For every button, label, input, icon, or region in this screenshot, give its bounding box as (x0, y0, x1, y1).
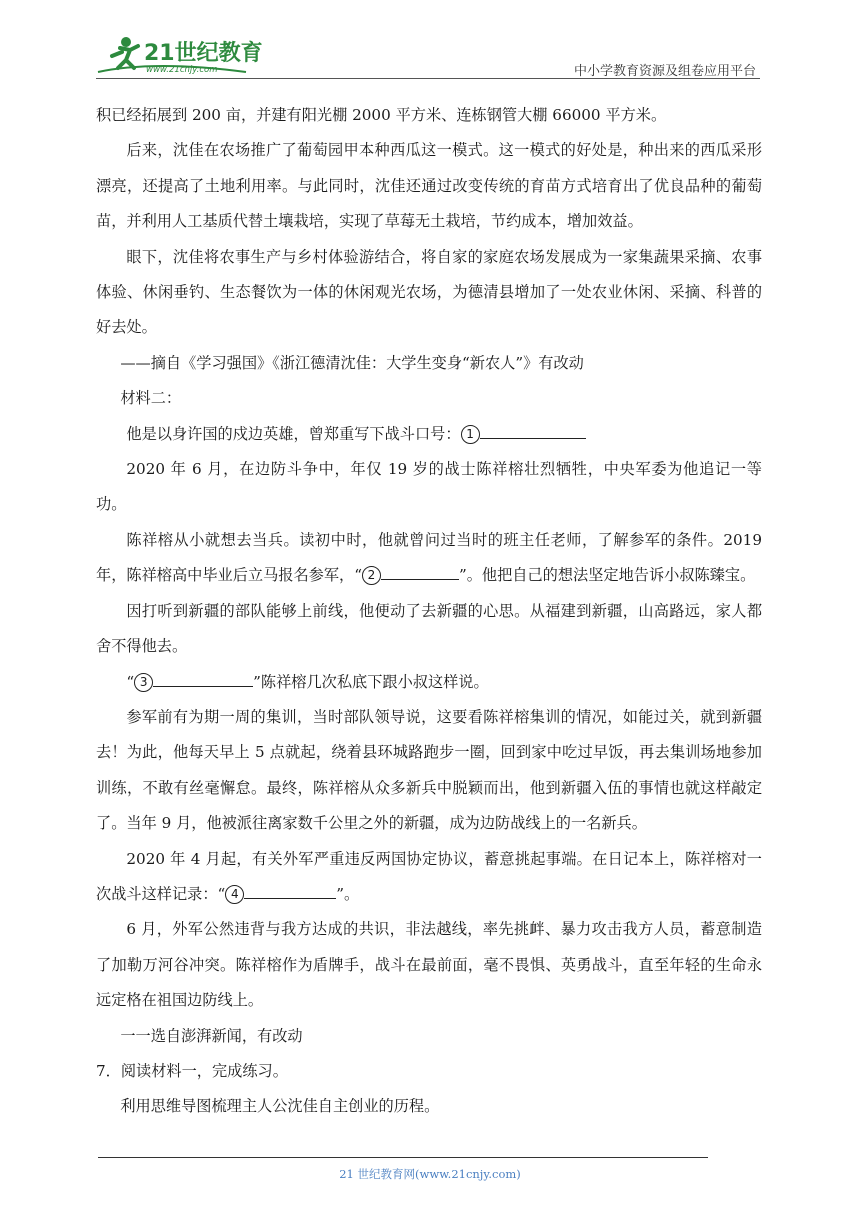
paragraph: 参军前有为期一周的集训，当时部队领导说，这要看陈祥榕集训的情况，如能过关，就到新疆去！为此，他每天早上 5 点就起，绕着县环城路跑步一圈，回到家中吃过早饭，再去集训场地参加训练，不敢有丝毫懈怠。最终，陈祥榕从众多新兵中脱颖而出，他到新疆入伍的事情也就这样敲定了。当年 9 月，他被派往离家数千公里之外的新疆，成为边防战线上的一名新兵。 (96, 707, 762, 833)
logo (96, 34, 296, 76)
paragraph: 积已经拓展到 200 亩，并建有阳光棚 2000 平方米、连栋钢管大棚 66000 平方米。 (96, 106, 667, 124)
footer-divider (98, 1157, 708, 1158)
paragraph (96, 523, 762, 594)
paragraph: 后来，沈佳在农场推广了葡萄园甲本种西瓜这一模式。这一模式的好处是，种出来的西瓜采形漂亮，还提高了土地利用率。与此同时，沈佳还通过改变传统的育苗方式培育出了优良品种的葡萄苗，并利用人工基质代替土壤栽培，实现了草莓无土栽培，节约成本，增加效益。 (96, 141, 762, 231)
answer-blank-2[interactable] (381, 578, 459, 580)
paragraph: 6 月，外军公然违背与我方达成的共识，非法越线，率先挑衅、暴力攻击我方人员，蓄意制造了加勒万河谷冲突。陈祥榕作为盾牌手，战斗在最前面，毫不畏惧、英勇战斗，直至年轻的生命永远定格在祖国边防线上。 (96, 920, 762, 1010)
answer-blank-3[interactable] (153, 685, 253, 687)
platform-name: 中小学教育资源及组卷应用平台 (573, 64, 756, 79)
paragraph-text: ”。他把自己的想法坚定地告诉小叔陈臻宝。 (458, 566, 756, 585)
answer-blank-1[interactable] (480, 437, 586, 439)
paragraph (96, 665, 762, 700)
source-citation: ——摘自《学习强国》《浙江德清沈佳：大学生变身“新农人”》有改动 (120, 353, 584, 372)
section-label: 材料二： (120, 389, 182, 408)
logo-url: www.21cnjy.com (146, 65, 218, 75)
paragraph-text: ”陈祥榕几次私底下跟小叔这样说。 (253, 672, 489, 691)
logo-text: 21世纪教育 (144, 41, 263, 66)
paragraph (96, 417, 762, 452)
paragraph-text: ”。 (336, 884, 360, 903)
paragraph-text: “ (126, 672, 135, 691)
question-instruction: 利用思维导图梳理主人公沈佳自主创业的历程。 (120, 1097, 440, 1116)
answer-blank-4[interactable] (244, 897, 336, 899)
paragraph: 眼下，沈佳将农事生产与乡村体验游结合，将自家的家庭农场发展成为一家集蔬果采摘、农事体验、休闲垂钓、生态餐饮为一体的休闲观光农场，为德清县增加了一处农业休闲、采摘、科普的好去处。 (96, 247, 762, 337)
source-citation: 一一选自澎湃新闻，有改动 (120, 1026, 303, 1045)
document-body (96, 98, 762, 1125)
page-header (96, 30, 760, 80)
paragraph-text: 2020 年 4 月起，有关外军严重违反两国协定协议，蓄意挑起事端。在日记本上，陈祥榕对一次战斗这样记录：“ (96, 849, 762, 903)
blank-marker-3: 3 (134, 673, 153, 692)
page-footer: 21 世纪教育网(www.21cnjy.com) (339, 1167, 521, 1181)
paragraph (96, 842, 762, 913)
blank-marker-2: 2 (362, 566, 381, 585)
question-title: 7．阅读材料一，完成练习。 (96, 1061, 288, 1080)
paragraph: 因打听到新疆的部队能够上前线，他便动了去新疆的心思。从福建到新疆，山高路远，家人都舍不得他去。 (96, 601, 762, 656)
paragraph-text: 陈祥榕从小就想去当兵。读初中时，他就曾问过当时的班主任老师，了解参军的条件。2019 年，陈祥榕高中毕业后立马报名参军，“ (96, 530, 762, 585)
blank-marker-4: 4 (225, 885, 244, 904)
blank-marker-1: 1 (461, 425, 480, 444)
header-divider (96, 78, 760, 79)
paragraph-text: 他是以身许国的戍边英雄，曾郑重写下战斗口号： (126, 424, 461, 443)
paragraph: 2020 年 6 月，在边防斗争中，年仅 19 岁的战士陈祥榕壮烈牺牲，中央军委为他追记一等功。 (96, 460, 762, 514)
